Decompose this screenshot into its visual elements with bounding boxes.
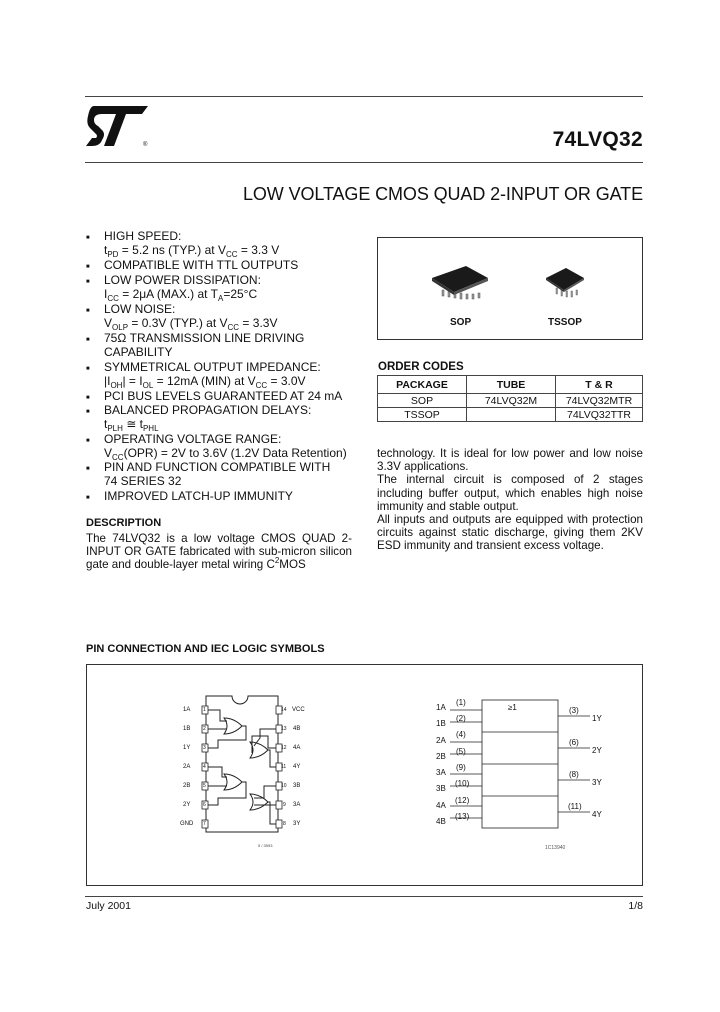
table-cell: 74LVQ32TTR (556, 408, 643, 422)
table-header-row (378, 376, 643, 394)
iec-output-label: 2Y (592, 746, 602, 755)
package-box (377, 237, 643, 340)
table-cell (467, 408, 556, 422)
st-logo (86, 102, 152, 148)
pin-label: VCC (292, 707, 305, 713)
pin-number: 9 (283, 802, 286, 808)
iec-input-label: 2B (436, 752, 446, 761)
pin-number: 7 (203, 821, 206, 827)
iec-input-pin: (1) (456, 698, 466, 707)
pin-section-heading: PIN CONNECTION AND IEC LOGIC SYMBOLS (86, 643, 325, 655)
title-rule (85, 162, 643, 163)
iec-input-label: 1B (436, 719, 446, 728)
iec-input-pin: (2) (456, 714, 466, 723)
table-row (378, 408, 643, 422)
bottom-rule (85, 896, 643, 897)
iec-output-label: 4Y (592, 810, 602, 819)
footer-page: 1/8 (628, 900, 643, 912)
iec-output-pin: (8) (569, 770, 579, 779)
pin-label: 4Y (293, 764, 301, 770)
sop-package-image (428, 264, 492, 300)
iec-code: 1C13940 (545, 845, 566, 851)
column-header: TUBE (467, 376, 556, 394)
document-title: LOW VOLTAGE CMOS QUAD 2-INPUT OR GATE (242, 184, 643, 204)
pin-number: 5 (203, 783, 206, 789)
pin-label: 1A (183, 707, 191, 713)
table-row (378, 394, 643, 408)
order-codes-heading: ORDER CODES (378, 361, 464, 373)
description-heading: DESCRIPTION (86, 517, 162, 529)
pin-label: 3B (293, 783, 301, 789)
order-codes-table (377, 375, 643, 422)
iec-output-label: 1Y (592, 714, 602, 723)
tssop-label: TSSOP (548, 317, 582, 328)
iec-input-pin: (4) (456, 730, 466, 739)
iec-input-label: 4A (436, 801, 446, 810)
pin-label: 1Y (183, 745, 191, 751)
pin-label: 3Y (293, 821, 301, 827)
pin-number: 11 (281, 764, 287, 770)
iec-output-pin: (11) (568, 802, 582, 811)
pin-number: 10 (281, 783, 287, 789)
column-header: T & R (556, 376, 643, 394)
iec-input-label: 1A (436, 703, 446, 712)
pin-number: 13 (281, 726, 287, 732)
iec-input-label: 4B (436, 817, 446, 826)
footer-date: July 2001 (86, 900, 131, 912)
pin-label: 2A (183, 764, 191, 770)
description-paragraph: technology. It is ideal for low power and low noise 3.3V applications. (377, 447, 643, 474)
iec-output-label: 3Y (592, 778, 602, 787)
pin-label: 4B (293, 726, 301, 732)
pin-number: 8 (283, 821, 286, 827)
iec-input-label: 3A (436, 768, 446, 777)
iec-input-pin: (13) (455, 812, 470, 821)
description-left: The 74LVQ32 is a low voltage CMOS QUAD 2-INPUT OR GATE fabricated with sub-micron silicon gate and double-layer metal wiring $C^2MOS$ (86, 532, 352, 572)
iec-input-pin: (9) (456, 763, 466, 772)
pin-number: 3 (203, 745, 206, 751)
description-paragraph: The internal circuit is composed of 2 stages including buffer output, which enables high noise immunity and stable output. (377, 473, 643, 513)
iec-input-pin: (10) (455, 779, 470, 788)
column-header: PACKAGE (378, 376, 467, 394)
pin-number: 1 (203, 707, 206, 713)
description-paragraph: All inputs and outputs are equipped with protection circuits against static discharge, giving them 2KV ESD immunity and transient excess voltage. (377, 513, 643, 553)
pin-number: 12 (281, 745, 287, 751)
iec-output-pin: (6) (569, 738, 579, 747)
iec-input-pin: (12) (455, 796, 470, 805)
pin-label: 2Y (183, 802, 191, 808)
iec-input-pin: (5) (456, 747, 466, 756)
pin-number: 4 (203, 764, 206, 770)
pin-label: 1B (183, 726, 191, 732)
top-rule (85, 96, 643, 97)
pin-label: 3A (293, 802, 301, 808)
table-cell: 74LVQ32M (467, 394, 556, 408)
pinout-code: 5 / 3593 (258, 843, 273, 848)
iec-input-label: 3B (436, 784, 446, 793)
table-cell: SOP (378, 394, 467, 408)
pin-label: GND (180, 821, 194, 827)
pin-number: 2 (203, 726, 206, 732)
table-cell: 74LVQ32MTR (556, 394, 643, 408)
iec-or-symbol: ≥1 (508, 703, 517, 712)
iec-input-label: 2A (436, 736, 446, 745)
pin-label: 4A (293, 745, 301, 751)
pin-label: 2B (183, 783, 191, 789)
description-right (377, 447, 643, 553)
part-number: 74LVQ32 (552, 128, 643, 151)
sop-label: SOP (450, 317, 472, 328)
table-cell: TSSOP (378, 408, 467, 422)
pin-number: 6 (203, 802, 206, 808)
pin-number: 14 (281, 707, 287, 713)
iec-output-pin: (3) (569, 706, 579, 715)
svg-text:®: ® (143, 142, 148, 148)
tssop-package-image (542, 266, 588, 300)
